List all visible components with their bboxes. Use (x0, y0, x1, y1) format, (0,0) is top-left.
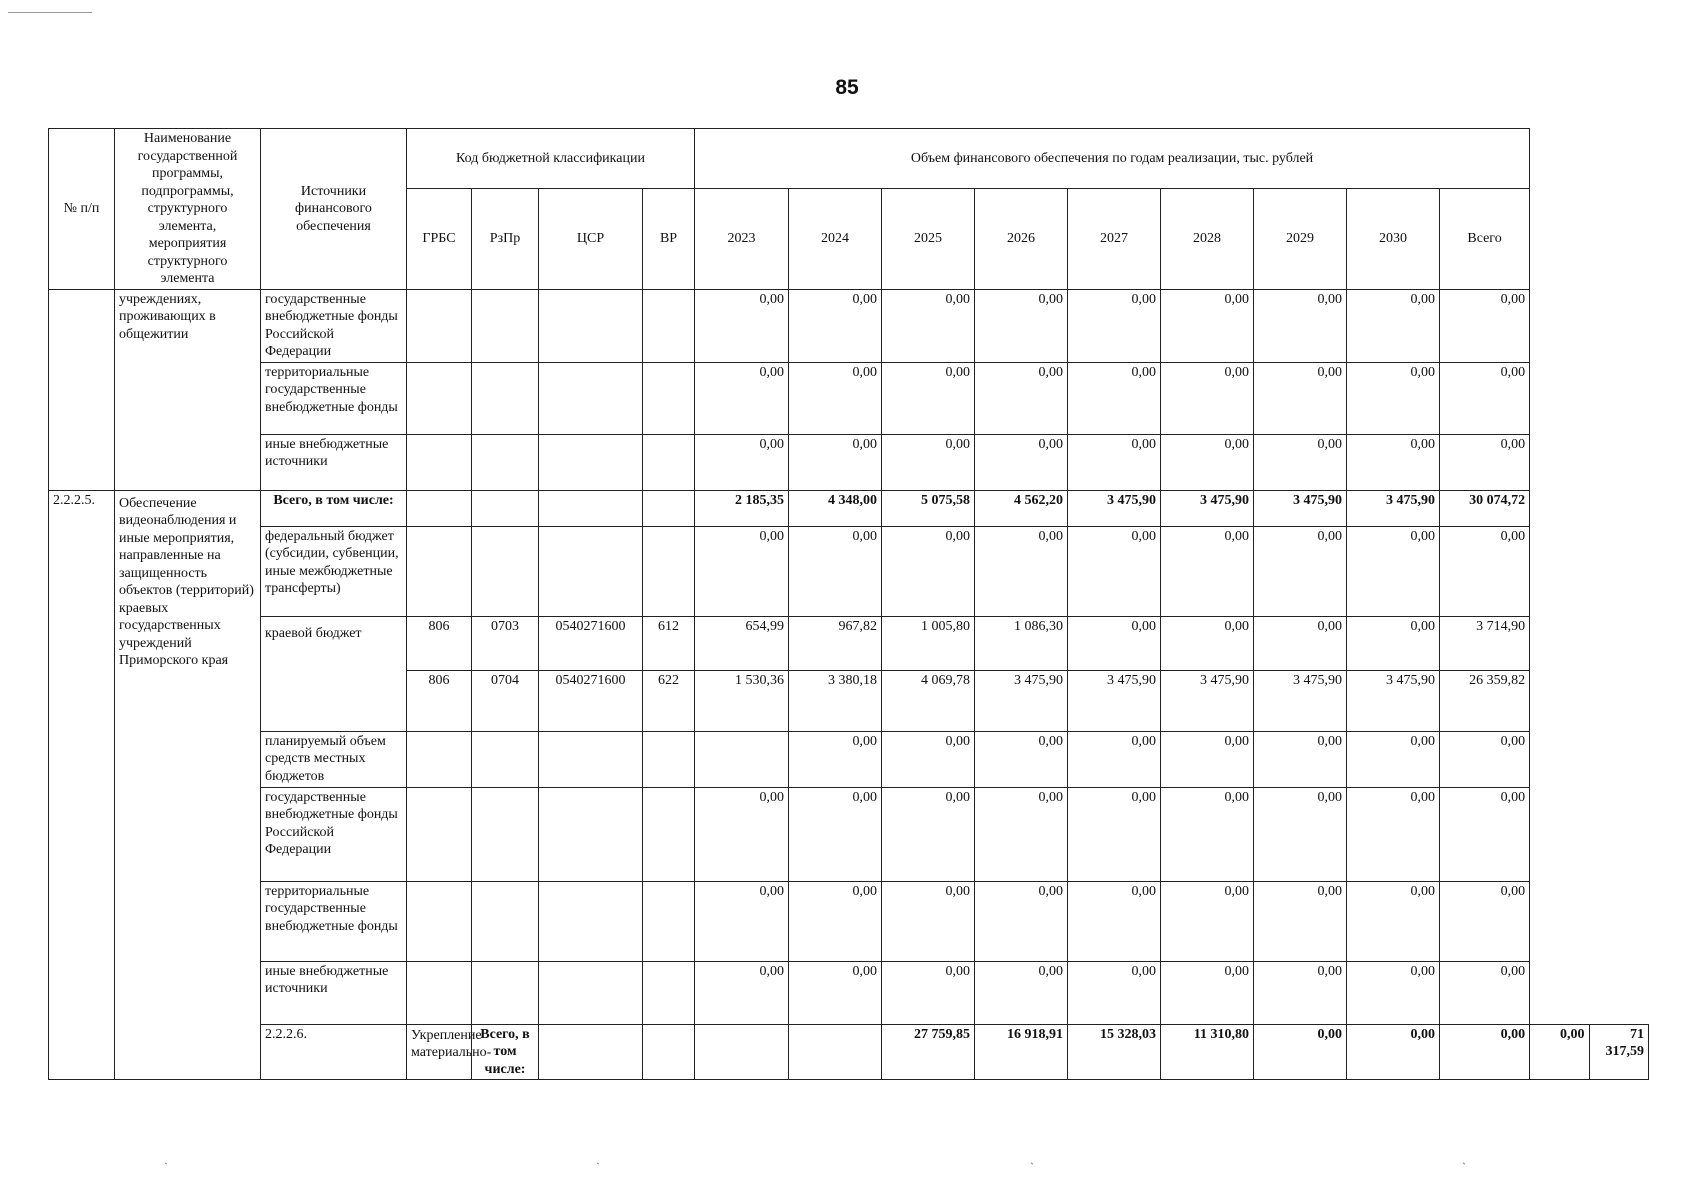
measure-name: учреждениях, проживающих в общежитии (115, 289, 261, 490)
header-year: 2023 (695, 188, 789, 289)
code-cell (539, 1024, 643, 1080)
value-cell: 27 759,85 (882, 1024, 975, 1080)
header-year: 2027 (1068, 188, 1161, 289)
code-cell (407, 787, 472, 881)
header-name: Наименование государственной программы, подпрограммы, структурного элемента, мероприятия структурного элемента (115, 129, 261, 290)
measure-name: Укрепление материально- (407, 1024, 472, 1080)
code-rzpr: 0704 (472, 670, 539, 731)
code-cell (643, 434, 695, 490)
value-cell: 0,00 (1161, 616, 1254, 670)
code-csr: 0540271600 (539, 616, 643, 670)
source-cell: федеральный бюджет (субсидии, субвенции, иные межбюджетные трансферты) (261, 526, 407, 616)
value-cell: 0,00 (789, 961, 882, 1024)
code-cell (407, 362, 472, 434)
code-cell (539, 362, 643, 434)
source-cell: территориальные государственные внебюджетные фонды (261, 881, 407, 961)
code-csr: 0540271600 (539, 670, 643, 731)
value-cell: 0,00 (789, 289, 882, 362)
value-cell: 0,00 (1440, 362, 1530, 434)
value-cell: 0,00 (1254, 526, 1347, 616)
value-cell: 0,00 (882, 731, 975, 787)
header-volume-group: Объем финансового обеспечения по годам реализации, тыс. рублей (695, 129, 1530, 189)
value-cell: 0,00 (882, 787, 975, 881)
header-year: 2028 (1161, 188, 1254, 289)
value-cell: 0,00 (1068, 881, 1161, 961)
header-year: 2030 (1347, 188, 1440, 289)
code-cell (539, 961, 643, 1024)
scan-mark: ˋ (596, 1160, 600, 1174)
source-cell: территориальные государственные внебюджетные фонды (261, 362, 407, 434)
value-cell: 0,00 (1440, 289, 1530, 362)
value-cell: 654,99 (695, 616, 789, 670)
value-cell: 0,00 (1347, 881, 1440, 961)
value-cell: 1 086,30 (975, 616, 1068, 670)
source-cell: планируемый объем средств местных бюджетов (261, 731, 407, 787)
value-cell: 1 005,80 (882, 616, 975, 670)
header-year: 2025 (882, 188, 975, 289)
source-total: Всего, в том числе: (472, 1024, 539, 1080)
value-cell: 967,82 (789, 616, 882, 670)
value-cell: 3 475,90 (1068, 670, 1161, 731)
value-cell: 5 075,58 (882, 490, 975, 526)
value-cell: 0,00 (1347, 526, 1440, 616)
value-cell: 0,00 (1347, 434, 1440, 490)
code-cell (539, 490, 643, 526)
source-cell: иные внебюджетные источники (261, 961, 407, 1024)
code-cell (539, 434, 643, 490)
header-year: 2026 (975, 188, 1068, 289)
code-cell (539, 731, 643, 787)
value-cell: 3 380,18 (789, 670, 882, 731)
value-cell: 0,00 (789, 787, 882, 881)
top-rule (8, 12, 92, 13)
value-cell: 0,00 (975, 787, 1068, 881)
code-cell (407, 434, 472, 490)
value-cell: 0,00 (1161, 787, 1254, 881)
value-cell: 0,00 (882, 434, 975, 490)
value-cell: 71 317,59 (1589, 1024, 1648, 1080)
header-year: 2024 (789, 188, 882, 289)
value-cell: 0,00 (1347, 787, 1440, 881)
value-cell: 0,00 (1161, 434, 1254, 490)
value-cell: 3 475,90 (1254, 670, 1347, 731)
row-number: 2.2.2.6. (261, 1024, 407, 1080)
value-cell: 11 310,80 (1161, 1024, 1254, 1080)
code-cell (472, 961, 539, 1024)
page-number: 85 (835, 76, 859, 99)
value-cell: 1 530,36 (695, 670, 789, 731)
code-cell (407, 961, 472, 1024)
code-cell (407, 490, 472, 526)
code-cell (472, 434, 539, 490)
value-cell: 0,00 (1347, 961, 1440, 1024)
value-cell: 0,00 (1347, 1024, 1440, 1080)
source-cell: государственные внебюджетные фонды Российской Федерации (261, 289, 407, 362)
header-no: № п/п (49, 129, 115, 290)
code-vr: 622 (643, 670, 695, 731)
value-cell: 0,00 (1068, 731, 1161, 787)
value-cell: 0,00 (1254, 289, 1347, 362)
value-cell: 0,00 (975, 362, 1068, 434)
table-row (49, 362, 1649, 434)
table-row-total (49, 490, 1649, 526)
row-number-empty (49, 289, 115, 490)
value-cell: 0,00 (789, 731, 882, 787)
value-cell: 0,00 (695, 961, 789, 1024)
value-cell: 0,00 (1347, 289, 1440, 362)
value-cell: 0,00 (695, 289, 789, 362)
table-row (49, 881, 1649, 961)
value-cell: 0,00 (975, 961, 1068, 1024)
value-cell: 0,00 (789, 362, 882, 434)
table-row (49, 616, 1649, 670)
value-cell: 0,00 (1161, 881, 1254, 961)
value-cell: 0,00 (975, 731, 1068, 787)
value-cell: 3 475,90 (1347, 490, 1440, 526)
value-cell: 0,00 (695, 881, 789, 961)
code-cell (789, 1024, 882, 1080)
table-row (49, 434, 1649, 490)
value-cell: 0,00 (1254, 1024, 1347, 1080)
source-cell: краевой бюджет (261, 616, 407, 731)
value-cell: 0,00 (1068, 289, 1161, 362)
value-cell: 0,00 (882, 961, 975, 1024)
value-cell: 2 185,35 (695, 490, 789, 526)
header-code: ВР (643, 188, 695, 289)
value-cell: 0,00 (1254, 961, 1347, 1024)
value-cell: 0,00 (789, 434, 882, 490)
value-cell: 0,00 (1440, 1024, 1530, 1080)
value-cell: 0,00 (695, 787, 789, 881)
scan-mark: ˋ (1462, 1160, 1466, 1174)
value-cell: 0,00 (882, 289, 975, 362)
header-code-group: Код бюджетной классификации (407, 129, 695, 189)
code-cell (643, 1024, 695, 1080)
scan-mark: ˋ (1030, 1160, 1034, 1174)
code-cell (643, 362, 695, 434)
value-cell: 0,00 (1161, 961, 1254, 1024)
code-grbs: 806 (407, 670, 472, 731)
value-cell: 0,00 (1254, 434, 1347, 490)
value-cell: 0,00 (1254, 362, 1347, 434)
value-cell: 0,00 (695, 362, 789, 434)
value-cell: 3 475,90 (1161, 670, 1254, 731)
value-cell: 0,00 (1254, 787, 1347, 881)
code-cell (407, 526, 472, 616)
table-row-total (49, 1024, 1649, 1080)
source-total: Всего, в том числе: (261, 490, 407, 526)
value-cell: 3 714,90 (1440, 616, 1530, 670)
value-cell: 26 359,82 (1440, 670, 1530, 731)
value-cell: 0,00 (1440, 787, 1530, 881)
header-source: Источники финансового обеспечения (261, 129, 407, 290)
code-cell (643, 526, 695, 616)
row-number: 2.2.2.5. (49, 490, 115, 1080)
value-cell: 0,00 (1440, 881, 1530, 961)
value-cell: 0,00 (1068, 787, 1161, 881)
value-cell: 0,00 (882, 526, 975, 616)
header-code: ЦСР (539, 188, 643, 289)
code-cell (472, 526, 539, 616)
table-row (49, 289, 1649, 362)
value-cell-empty (695, 731, 789, 787)
value-cell: 0,00 (882, 881, 975, 961)
code-cell (407, 289, 472, 362)
table-row (49, 526, 1649, 616)
value-cell: 0,00 (975, 289, 1068, 362)
code-cell (472, 289, 539, 362)
source-cell: иные внебюджетные источники (261, 434, 407, 490)
code-cell (643, 881, 695, 961)
value-cell: 0,00 (1347, 616, 1440, 670)
value-cell: 3 475,90 (975, 670, 1068, 731)
code-cell (472, 787, 539, 881)
value-cell: 0,00 (975, 881, 1068, 961)
code-cell (472, 881, 539, 961)
measure-name: Обеспечение видеонаблюдения и иные мероприятия, направленные на защищенность объектов (территорий) краевых государственных учреждений Приморского края (115, 490, 261, 1080)
header-code: РзПр (472, 188, 539, 289)
code-cell (539, 526, 643, 616)
table-row (49, 787, 1649, 881)
table-row (49, 731, 1649, 787)
code-cell (643, 289, 695, 362)
value-cell: 30 074,72 (1440, 490, 1530, 526)
value-cell: 0,00 (789, 881, 882, 961)
code-rzpr: 0703 (472, 616, 539, 670)
code-cell (472, 490, 539, 526)
value-cell: 16 918,91 (975, 1024, 1068, 1080)
value-cell: 4 069,78 (882, 670, 975, 731)
value-cell: 0,00 (695, 526, 789, 616)
code-cell (407, 731, 472, 787)
budget-table (48, 128, 1649, 1080)
code-cell (472, 731, 539, 787)
value-cell: 0,00 (1440, 526, 1530, 616)
table-row (49, 961, 1649, 1024)
value-cell: 0,00 (1530, 1024, 1589, 1080)
value-cell: 0,00 (1068, 616, 1161, 670)
value-cell: 0,00 (1440, 961, 1530, 1024)
value-cell: 0,00 (975, 434, 1068, 490)
value-cell: 15 328,03 (1068, 1024, 1161, 1080)
value-cell: 0,00 (789, 526, 882, 616)
code-cell (643, 731, 695, 787)
code-cell (643, 787, 695, 881)
value-cell: 0,00 (882, 362, 975, 434)
value-cell: 0,00 (1161, 362, 1254, 434)
value-cell: 0,00 (1254, 881, 1347, 961)
code-cell (539, 881, 643, 961)
value-cell: 3 475,90 (1347, 670, 1440, 731)
code-grbs: 806 (407, 616, 472, 670)
value-cell: 0,00 (1347, 362, 1440, 434)
source-cell: государственные внебюджетные фонды Российской Федерации (261, 787, 407, 881)
code-cell (643, 961, 695, 1024)
header-total: Всего (1440, 188, 1530, 289)
value-cell: 3 475,90 (1254, 490, 1347, 526)
header-year: 2029 (1254, 188, 1347, 289)
code-cell (643, 490, 695, 526)
code-cell (472, 362, 539, 434)
header-row-1 (49, 129, 1649, 189)
value-cell: 0,00 (1440, 731, 1530, 787)
value-cell: 4 562,20 (975, 490, 1068, 526)
value-cell: 4 348,00 (789, 490, 882, 526)
value-cell: 3 475,90 (1161, 490, 1254, 526)
scan-mark: ˋ (164, 1160, 168, 1174)
value-cell: 0,00 (1068, 434, 1161, 490)
value-cell: 0,00 (975, 526, 1068, 616)
value-cell: 0,00 (1161, 289, 1254, 362)
value-cell: 0,00 (1161, 731, 1254, 787)
value-cell: 3 475,90 (1068, 490, 1161, 526)
value-cell: 0,00 (1161, 526, 1254, 616)
value-cell: 0,00 (1068, 362, 1161, 434)
code-cell (539, 787, 643, 881)
value-cell: 0,00 (1347, 731, 1440, 787)
value-cell: 0,00 (1254, 616, 1347, 670)
code-cell (539, 289, 643, 362)
value-cell: 0,00 (1068, 526, 1161, 616)
value-cell: 0,00 (1440, 434, 1530, 490)
header-code: ГРБС (407, 188, 472, 289)
value-cell: 0,00 (695, 434, 789, 490)
value-cell: 0,00 (1254, 731, 1347, 787)
code-cell (407, 881, 472, 961)
code-cell (695, 1024, 789, 1080)
value-cell: 0,00 (1068, 961, 1161, 1024)
code-vr: 612 (643, 616, 695, 670)
